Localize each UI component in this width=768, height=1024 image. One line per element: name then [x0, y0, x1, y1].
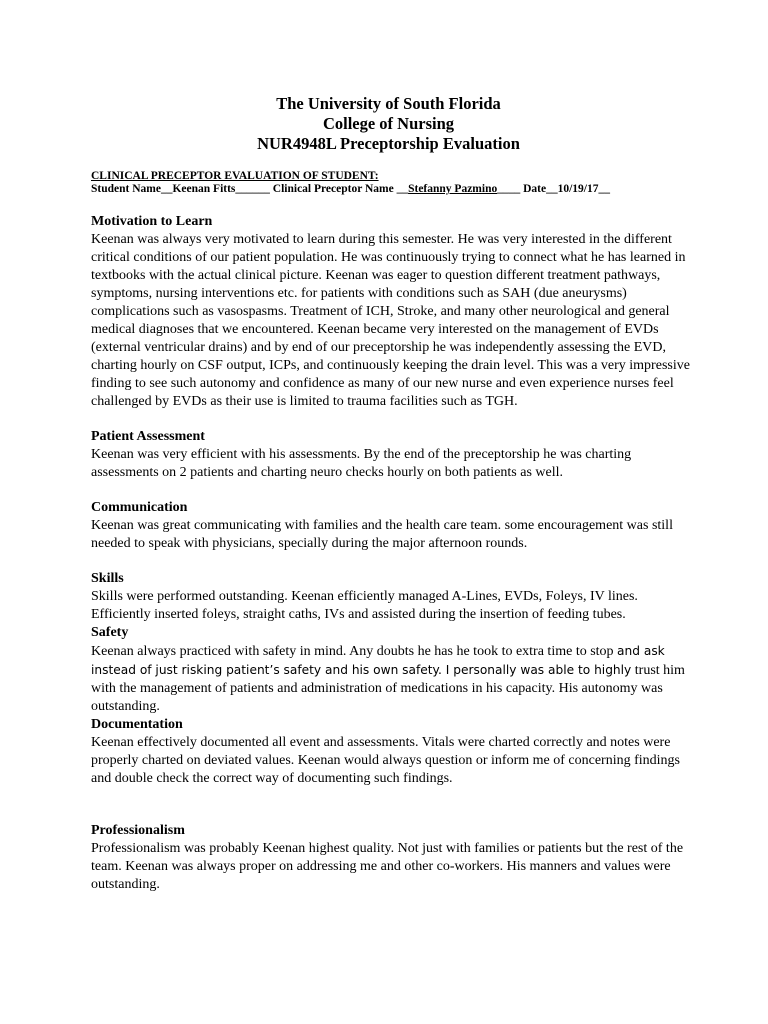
section-heading-communication: Communication [91, 500, 188, 515]
college-name: College of Nursing [322, 114, 455, 133]
section-body-documentation: Keenan effectively documented all event and assessments. Vitals were charted correctly and notes were properly charted on deviated values. Keenan would always question or inform me of concerning findings and double check the correct way of documenting such findings. [91, 735, 680, 786]
evaluation-label: CLINICAL PRECEPTOR EVALUATION OF STUDENT: [91, 170, 379, 182]
safety-text-start: Keenan always practiced with safety in mind. Any doubts he has he took to extra time to stop [91, 644, 618, 659]
section-body-motivation: Keenan was always very motivated to learn during this semester. He was very interested in the different critical conditions of our patient population. He was continuously trying to connect what he has learned in textbooks with the actual clinical picture. Keenan was eager to question different treatment pathways, symptoms, nursing interventions etc. for patients with conditions such as SAH (due aneurysms) complications such as vasospasms. Treatment of ICH, Stroke, and many other neurological and general medical diagnoses that we encountered. Keenan became very interested on the management of EVDs (external ventricular drains) and by end of our preceptorship he was independently assessing the EVD, charting hourly on CSF output, ICPs, and continuously keeping the drain level. This was a very impressive finding to see such autonomy and confidence as many of our new nurse and even experience nurses feel challenged by EVDs as their use is limited to trauma facilities such as TGH. [91, 232, 690, 409]
section-skills [91, 570, 696, 624]
section-body-patient-assessment: Keenan was very efficient with his assessments. By the end of the preceptorship he was charting assessments on 2 patients and charting neuro checks hourly on both patients as well. [91, 447, 632, 480]
section-heading-patient-assessment: Patient Assessment [91, 429, 205, 444]
course-title: NUR4948L Preceptorship Evaluation [257, 134, 520, 153]
section-body-communication: Keenan was great communicating with families and the health care team. some encouragement was still needed to speak with physicians, specially during the major afternoon rounds. [91, 518, 673, 551]
section-patient-assessment [91, 428, 696, 482]
section-motivation [91, 213, 696, 411]
evaluation-header [91, 170, 696, 196]
date-prefix: ____ Date__ [497, 183, 558, 195]
student-name: Keenan Fitts [172, 183, 236, 195]
date-suffix: __ [598, 183, 610, 195]
section-professionalism [91, 822, 696, 894]
section-heading-skills: Skills [91, 571, 124, 586]
section-heading-professionalism: Professionalism [91, 823, 185, 838]
section-documentation [91, 716, 696, 788]
safety-text-end: trust him with the management of patients and administration of medications in his capacity. His autonomy was outstanding. [91, 663, 685, 714]
evaluation-date: 10/19/17 [557, 183, 599, 195]
preceptor-name-prefix: ______ Clinical Preceptor Name __ [235, 183, 409, 195]
section-heading-motivation: Motivation to Learn [91, 214, 213, 229]
section-communication [91, 499, 696, 553]
university-name: The University of South Florida [276, 94, 501, 113]
section-heading-documentation: Documentation [91, 717, 183, 732]
section-body-professionalism: Professionalism was probably Keenan highest quality. Not just with families or patients but the rest of the team. Keenan was always proper on addressing me and other co-workers. His manners and values were outstanding. [91, 841, 684, 892]
safety-text-casual: and ask instead of just risking patient’s safety and his own safety. I personally was able to highly [91, 644, 665, 677]
student-info-line [91, 183, 610, 195]
document-title-block [81, 94, 696, 154]
section-body-skills: Skills were performed outstanding. Keenan efficiently managed A-Lines, EVDs, Foleys, IV lines. Efficiently inserted foleys, straight caths, IVs and assisted during the insertion of feeding tubes. [91, 589, 638, 622]
section-safety [91, 624, 696, 716]
preceptor-name: Stefanny Pazmino [408, 183, 498, 195]
student-name-prefix: Student Name__ [91, 183, 173, 195]
section-body-safety [91, 642, 696, 716]
section-heading-safety: Safety [91, 625, 129, 640]
